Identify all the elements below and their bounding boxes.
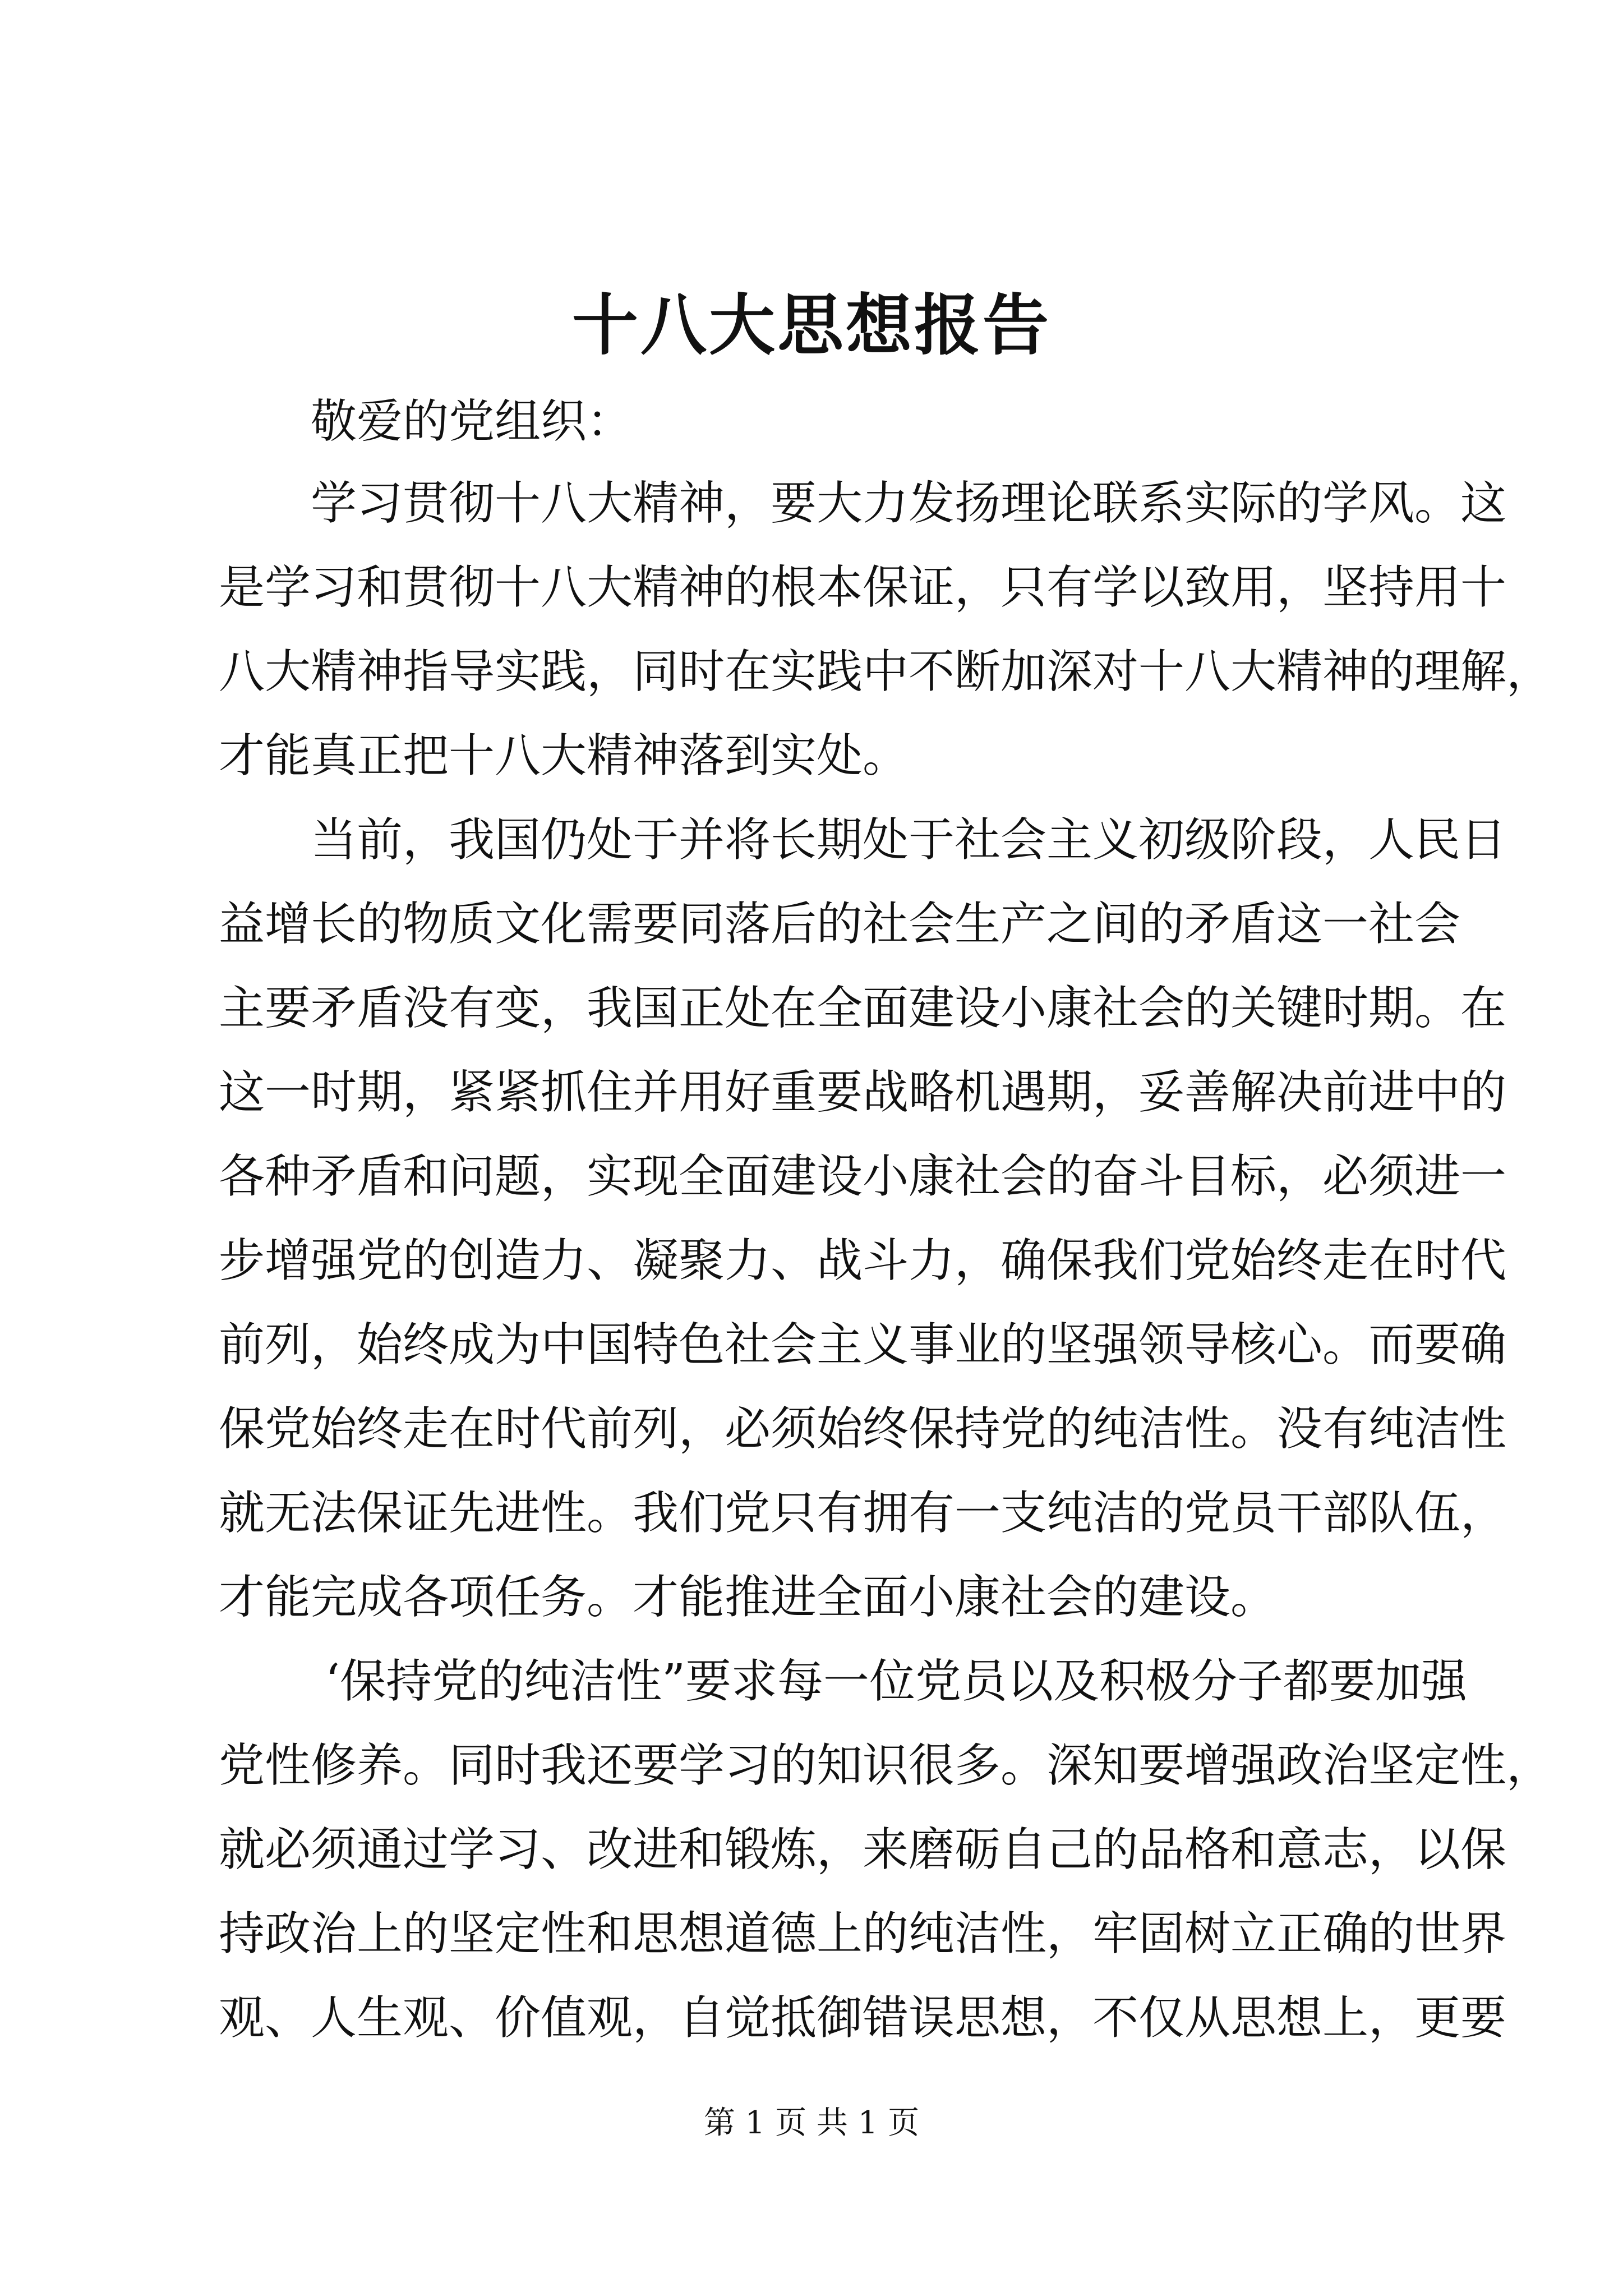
paragraph-line: 益增长的物质文化需要同落后的社会生产之间的矛盾这一社会 bbox=[219, 898, 1461, 951]
paragraph-line: 是学习和贯彻十八大精神的根本保证，只有学以致用，坚持用十 bbox=[219, 561, 1507, 614]
paragraph-line: 就无法保证先进性。我们党只有拥有一支纯洁的党员干部队伍， bbox=[219, 1487, 1507, 1540]
paragraph-line: ‘保持党的纯洁性”要求每一位党员以及积极分子都要加强 bbox=[325, 1655, 1467, 1708]
paragraph-line: 观、人生观、价值观，自觉抵御错误思想，不仅从思想上，更要 bbox=[219, 1991, 1507, 2045]
paragraph-line: 才能真正把十八大精神落到实处。 bbox=[219, 729, 909, 783]
page-number: 第 1 页 共 1 页 bbox=[703, 2105, 920, 2141]
document-title: 十八大思想报告 bbox=[571, 286, 1051, 364]
paragraph-line: 这一时期，紧紧抓住并用好重要战略机遇期，妥善解决前进中的 bbox=[219, 1066, 1507, 1119]
salutation: 敬爱的党组织： bbox=[311, 395, 633, 448]
paragraph-line: 步增强党的创造力、凝聚力、战斗力，确保我们党始终走在时代 bbox=[219, 1234, 1507, 1287]
paragraph-line: 各种矛盾和问题，实现全面建设小康社会的奋斗目标，必须进一 bbox=[219, 1150, 1507, 1203]
paragraph-line: 党性修养。同时我还要学习的知识很多。深知要增强政治坚定性， bbox=[219, 1739, 1553, 1792]
paragraph-line: 当前，我国仍处于并将长期处于社会主义初级阶段，人民日 bbox=[311, 813, 1507, 867]
paragraph-line: 前列，始终成为中国特色社会主义事业的坚强领导核心。而要确 bbox=[219, 1318, 1507, 1372]
paragraph-line: 学习贯彻十八大精神，要大力发扬理论联系实际的学风。这 bbox=[311, 477, 1507, 530]
paragraph-line: 持政治上的坚定性和思想道德上的纯洁性，牢固树立正确的世界 bbox=[219, 1907, 1507, 1961]
paragraph-line: 主要矛盾没有变，我国正处在全面建设小康社会的关键时期。在 bbox=[219, 982, 1507, 1035]
paragraph-line: 就必须通过学习、改进和锻炼，来磨砺自己的品格和意志，以保 bbox=[219, 1823, 1507, 1876]
paragraph-line: 才能完成各项任务。才能推进全面小康社会的建设。 bbox=[219, 1571, 1277, 1624]
paragraph-line: 八大精神指导实践，同时在实践中不断加深对十八大精神的理解， bbox=[219, 645, 1553, 698]
paragraph-line: 保党始终走在时代前列，必须始终保持党的纯洁性。没有纯洁性 bbox=[219, 1402, 1507, 1456]
